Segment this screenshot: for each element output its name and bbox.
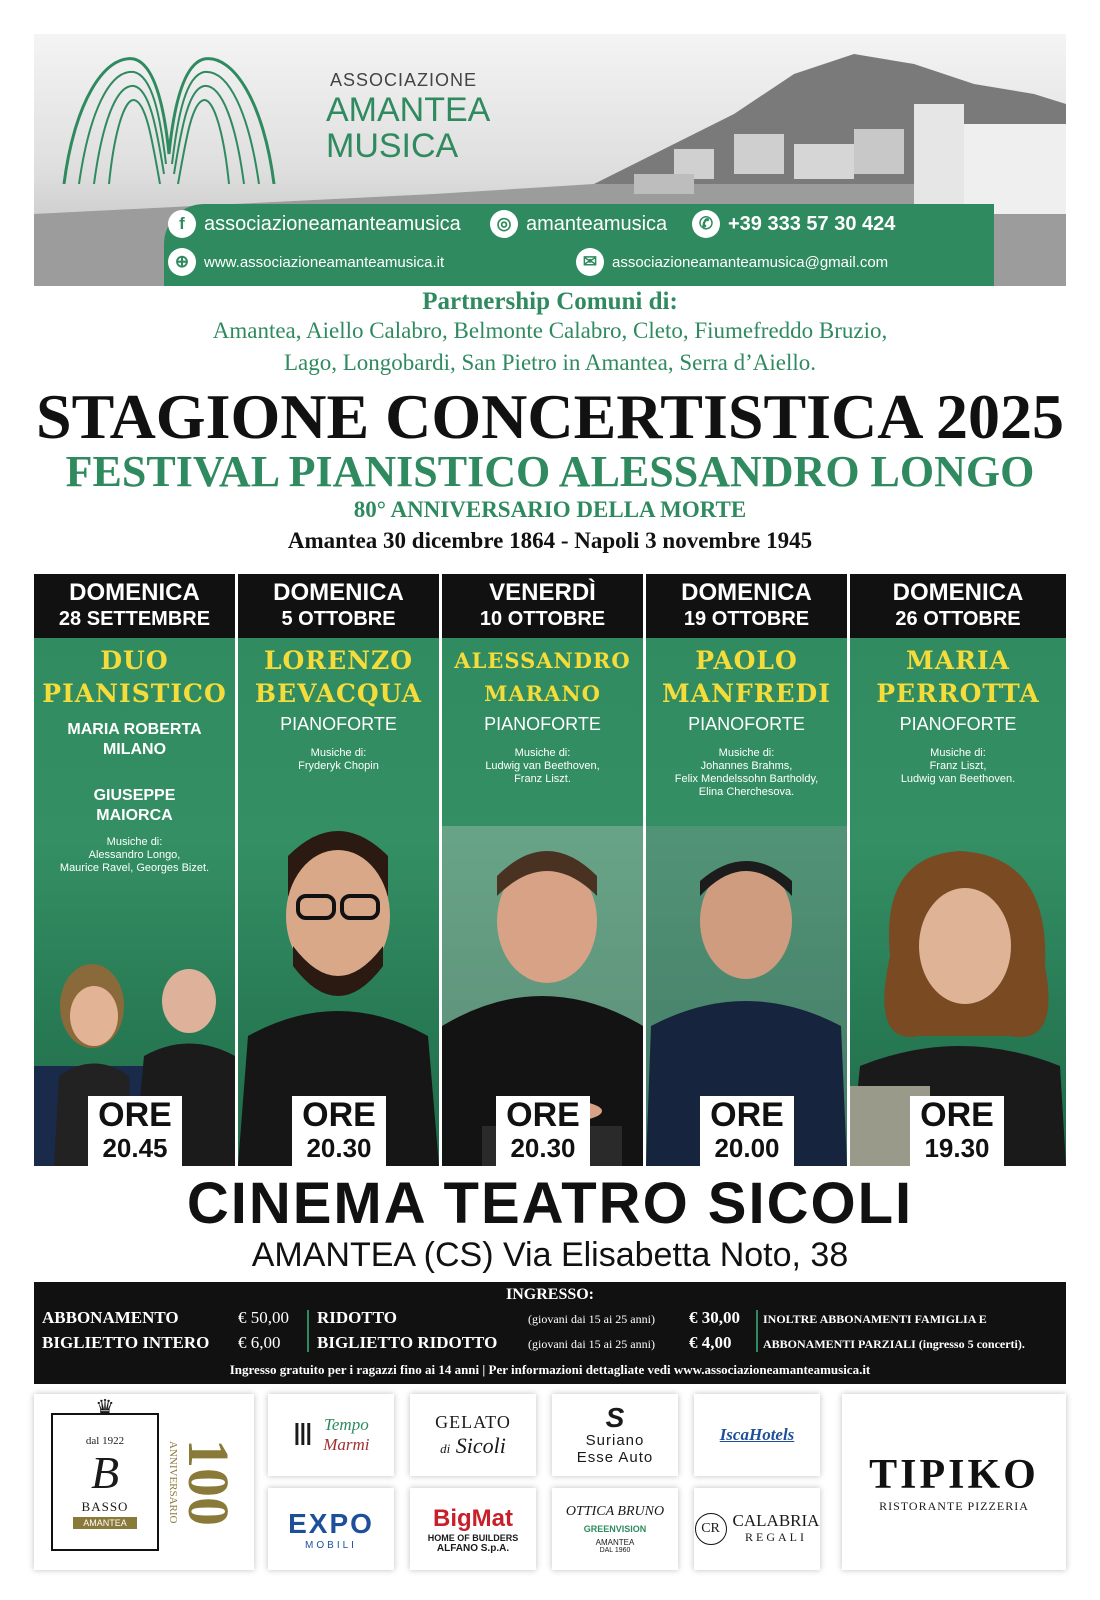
name-line-2: MANFREDI bbox=[662, 679, 831, 708]
gelato-sicoli-line bbox=[440, 1433, 506, 1459]
ridotto-label: RIDOTTO bbox=[317, 1308, 397, 1327]
basso-city: AMANTEA bbox=[73, 1517, 137, 1529]
crown-icon: ♛ bbox=[95, 1395, 115, 1420]
performer-name bbox=[238, 644, 439, 710]
venue-address: AMANTEA (CS) Via Elisabetta Noto, 38 bbox=[251, 1236, 849, 1274]
extra-info-1: INOLTRE ABBONAMENTI FAMIGLIA E bbox=[763, 1312, 987, 1326]
concert-date: 26 OTTOBRE bbox=[895, 608, 1021, 630]
sponsor-calabria-regali[interactable] bbox=[694, 1488, 820, 1570]
concert-time: 20.45 bbox=[102, 1133, 168, 1163]
ridotto-note: (giovani dai 15 ai 25 anni) bbox=[528, 1312, 655, 1326]
sponsor-suriano[interactable] bbox=[552, 1394, 678, 1476]
performer-1-last: MILANO bbox=[102, 741, 167, 758]
concert-card-5 bbox=[850, 574, 1066, 1166]
phone-contact[interactable] bbox=[692, 210, 895, 238]
concert-date-header bbox=[238, 574, 439, 638]
instrument: PIANOFORTE bbox=[688, 714, 805, 734]
bigmat-company: ALFANO S.p.A. bbox=[436, 1542, 510, 1554]
time-badge bbox=[700, 1096, 794, 1166]
time-badge bbox=[292, 1096, 386, 1166]
time-badge bbox=[88, 1096, 182, 1166]
concert-date-header bbox=[850, 574, 1066, 638]
name-line-1: PAOLO bbox=[695, 646, 798, 675]
ticket-footer: Ingresso gratuito per i ragazzi fino ai 14 anni | Per informazioni dettagliate vedi www.associazioneamanteamusica.it bbox=[229, 1362, 871, 1377]
ingresso-heading: INGRESSO: bbox=[505, 1286, 595, 1303]
music-line-2: Ludwig van Beethoven. bbox=[900, 773, 1016, 785]
ottica-subtitle: GREENVISION bbox=[583, 1524, 647, 1534]
performer-name bbox=[34, 644, 235, 710]
gelato-label: GELATO bbox=[435, 1411, 511, 1432]
sponsor-expo-mobili[interactable] bbox=[268, 1488, 394, 1570]
concert-card-4 bbox=[646, 574, 847, 1166]
concert-card-1 bbox=[34, 574, 235, 1166]
website-url: www.associazioneamanteamusica.it bbox=[204, 253, 445, 271]
intero-price: € 6,00 bbox=[238, 1333, 281, 1352]
performer-name bbox=[646, 644, 847, 710]
music-line-1: Ludwig van Beethoven, bbox=[485, 760, 600, 772]
music-program bbox=[34, 836, 235, 875]
facebook-contact[interactable] bbox=[168, 210, 461, 238]
basso-anniversary bbox=[167, 1438, 241, 1526]
biglietto-ridotto-price: € 4,00 bbox=[689, 1333, 732, 1352]
divider bbox=[307, 1310, 309, 1352]
performer-2-last: MAIORCA bbox=[96, 807, 173, 824]
globe-icon: ⊕ bbox=[168, 248, 196, 276]
concert-date: 19 OTTOBRE bbox=[683, 608, 810, 630]
concert-date: 10 OTTOBRE bbox=[479, 608, 606, 630]
concert-time: 19.30 bbox=[924, 1133, 990, 1163]
performer-name bbox=[850, 644, 1066, 710]
tempo-label: Tempo bbox=[323, 1415, 369, 1434]
amantea-musica-logo-icon bbox=[54, 44, 284, 194]
intero-label: BIGLIETTO INTERO bbox=[42, 1333, 210, 1352]
logo-musica: MUSICA bbox=[326, 127, 459, 165]
sponsor-tempo-marmi[interactable] bbox=[268, 1394, 394, 1476]
instagram-handle: amanteamusica bbox=[526, 212, 668, 235]
logo-line-1: ASSOCIAZIONE bbox=[330, 70, 478, 90]
name-line-2: MARANO bbox=[484, 681, 601, 706]
calabria-regali-text bbox=[733, 1512, 820, 1546]
basso-monogram: B bbox=[90, 1447, 120, 1498]
name-line-2: PERROTTA bbox=[876, 679, 1040, 708]
music-line-1: Franz Liszt, bbox=[929, 760, 987, 772]
concert-day: DOMENICA bbox=[273, 579, 404, 606]
suriano-logo-icon: S bbox=[605, 1402, 625, 1433]
logo-line-2 bbox=[326, 92, 490, 164]
music-program bbox=[646, 747, 847, 799]
abbonamento-label: ABBONAMENTO bbox=[42, 1308, 179, 1327]
music-line-2: Maurice Ravel, Georges Bizet. bbox=[59, 862, 210, 874]
tipiko-label: TIPIKO bbox=[869, 1451, 1039, 1498]
name-line-1: MARIA bbox=[906, 646, 1010, 675]
concert-time: 20.30 bbox=[510, 1133, 576, 1163]
anniversary-subtitle: 80° ANNIVERSARIO DELLA MORTE bbox=[353, 497, 747, 522]
basso-name: BASSO bbox=[81, 1499, 129, 1514]
concert-date-header bbox=[34, 574, 235, 638]
concert-time: 20.00 bbox=[714, 1133, 780, 1163]
suriano-label: Suriano bbox=[585, 1432, 645, 1449]
concert-date-header bbox=[442, 574, 643, 638]
bigmat-subtitle: HOME OF BUILDERS bbox=[427, 1532, 519, 1543]
festival-title: FESTIVAL PIANISTICO ALESSANDRO LONGO bbox=[65, 447, 1035, 496]
biglietto-ridotto-label: BIGLIETTO RIDOTTO bbox=[317, 1333, 498, 1352]
concert-card-2 bbox=[238, 574, 439, 1166]
anniversary-years: 100 bbox=[176, 1438, 241, 1526]
ticket-info-panel bbox=[34, 1282, 1066, 1384]
sponsor-bigmat[interactable] bbox=[410, 1488, 536, 1570]
name-line-1: ALESSANDRO bbox=[454, 648, 631, 673]
divider bbox=[756, 1310, 758, 1352]
music-label: Musiche di: bbox=[106, 836, 163, 848]
ore-label: ORE bbox=[920, 1096, 994, 1134]
ottica-label: OTTICA BRUNO bbox=[565, 1504, 665, 1519]
facebook-icon: f bbox=[168, 210, 196, 238]
sponsor-basso[interactable] bbox=[34, 1394, 254, 1570]
ottica-since: DAL 1960 bbox=[599, 1547, 631, 1554]
regali-label: REGALI bbox=[745, 1530, 807, 1544]
music-program bbox=[442, 747, 643, 786]
instrument: PIANOFORTE bbox=[484, 714, 601, 734]
tipiko-subtitle: RISTORANTE PIZZERIA bbox=[879, 1498, 1029, 1513]
contact-bar bbox=[164, 204, 994, 286]
ore-label: ORE bbox=[710, 1096, 784, 1134]
ridotto-price: € 30,00 bbox=[689, 1308, 740, 1327]
expo-label: EXPO bbox=[288, 1507, 374, 1539]
concert-time: 20.30 bbox=[306, 1133, 372, 1163]
isca-label: IscaHotels bbox=[719, 1425, 795, 1444]
venue-name: CINEMA TEATRO SICOLI bbox=[186, 1171, 914, 1236]
expo-subtitle: MOBILI bbox=[305, 1539, 357, 1551]
concert-day: DOMENICA bbox=[892, 579, 1024, 606]
mail-icon: ✉ bbox=[576, 248, 604, 276]
tempo-marmi-text bbox=[323, 1415, 369, 1455]
music-line-3: Elina Cherchesova. bbox=[698, 786, 795, 798]
facebook-handle: associazioneamanteamusica bbox=[204, 212, 461, 235]
partnership-title: Partnership Comuni di: bbox=[422, 288, 678, 315]
ore-label: ORE bbox=[302, 1096, 376, 1134]
concert-day: DOMENICA bbox=[69, 579, 200, 606]
calabria-label: CALABRIA bbox=[732, 1511, 820, 1530]
ottica-city: AMANTEA bbox=[595, 1538, 635, 1547]
instrument: PIANOFORTE bbox=[899, 714, 1017, 734]
concert-day: VENERDÌ bbox=[489, 579, 596, 606]
music-program bbox=[238, 747, 439, 773]
performer-1-first: MARIA ROBERTA bbox=[67, 721, 202, 738]
gelato-di: di bbox=[440, 1440, 451, 1456]
concert-day: DOMENICA bbox=[681, 579, 812, 606]
performer-name bbox=[442, 644, 643, 710]
sponsor-gelato-sicoli[interactable] bbox=[410, 1394, 536, 1476]
music-label: Musiche di: bbox=[310, 747, 367, 759]
concert-card-3 bbox=[442, 574, 643, 1166]
concert-date: 5 OTTOBRE bbox=[281, 608, 396, 630]
ore-label: ORE bbox=[98, 1096, 172, 1134]
header-banner bbox=[34, 34, 1066, 286]
basso-logo bbox=[51, 1395, 159, 1551]
music-program bbox=[850, 747, 1066, 786]
concert-date-header bbox=[646, 574, 847, 638]
name-line-1: LORENZO bbox=[263, 646, 414, 675]
performer-1 bbox=[34, 720, 235, 760]
concert-date: 28 SETTEMBRE bbox=[58, 608, 211, 630]
instrument: PIANOFORTE bbox=[280, 714, 397, 734]
whatsapp-icon: ✆ bbox=[692, 210, 720, 238]
gelato-sicoli: Sicoli bbox=[455, 1432, 506, 1458]
sponsor-isca-hotels[interactable] bbox=[694, 1394, 820, 1476]
time-badge bbox=[910, 1096, 1004, 1166]
page-title: STAGIONE CONCERTISTICA 2025 bbox=[36, 381, 1064, 452]
name-line-1: DUO bbox=[100, 646, 169, 675]
website-contact[interactable] bbox=[168, 248, 444, 276]
partnership-line-2: Lago, Longobardi, San Pietro in Amantea, Serra d’Aiello. bbox=[283, 350, 817, 375]
ore-label: ORE bbox=[506, 1096, 580, 1134]
sponsor-ottica-bruno[interactable] bbox=[552, 1488, 678, 1570]
column-icon: Ⅲ bbox=[292, 1418, 314, 1452]
music-line-1: Alessandro Longo, bbox=[88, 849, 181, 861]
basso-since: dal 1922 bbox=[85, 1435, 125, 1447]
life-dates: Amantea 30 dicembre 1864 - Napoli 3 novembre 1945 bbox=[287, 528, 813, 553]
anniversary-label: ANNIVERSARIO bbox=[167, 1440, 179, 1524]
biglietto-ridotto-note: (giovani dai 15 ai 25 anni) bbox=[528, 1337, 655, 1351]
extra-info-2: ABBONAMENTI PARZIALI (ingresso 5 concerti). bbox=[763, 1337, 1025, 1351]
music-line-2: Felix Mendelssohn Bartholdy, bbox=[674, 773, 819, 785]
esse-auto-label: Esse Auto bbox=[576, 1449, 654, 1466]
marmi-label: Marmi bbox=[323, 1435, 370, 1454]
cr-monogram-icon: CR bbox=[695, 1513, 727, 1545]
email-contact[interactable] bbox=[576, 248, 888, 276]
email-address: associazioneamanteamusica@gmail.com bbox=[612, 253, 889, 271]
abbonamento-price: € 50,00 bbox=[238, 1308, 289, 1327]
name-line-2: PIANISTICO bbox=[42, 679, 227, 708]
instagram-contact[interactable] bbox=[490, 210, 667, 238]
music-line-2: Franz Liszt. bbox=[514, 773, 571, 785]
phone-number: +39 333 57 30 424 bbox=[728, 212, 896, 235]
sponsor-tipiko[interactable] bbox=[842, 1394, 1066, 1570]
time-badge bbox=[496, 1096, 590, 1166]
music-label: Musiche di: bbox=[930, 747, 986, 759]
music-label: Musiche di: bbox=[718, 747, 775, 759]
music-line-1: Fryderyk Chopin bbox=[298, 760, 379, 772]
instagram-icon: ◎ bbox=[490, 210, 518, 238]
partnership-line-1: Amantea, Aiello Calabro, Belmonte Calabro, Cleto, Fiumefreddo Bruzio, bbox=[212, 318, 888, 343]
music-label: Musiche di: bbox=[514, 747, 571, 759]
performer-2 bbox=[34, 786, 235, 826]
name-line-2: BEVACQUA bbox=[254, 679, 423, 708]
music-line-1: Johannes Brahms, bbox=[700, 760, 793, 772]
logo-amantea: AMANTEA bbox=[326, 91, 491, 129]
bigmat-label: BigMat bbox=[433, 1504, 513, 1532]
performer-2-first: GIUSEPPE bbox=[93, 787, 176, 804]
